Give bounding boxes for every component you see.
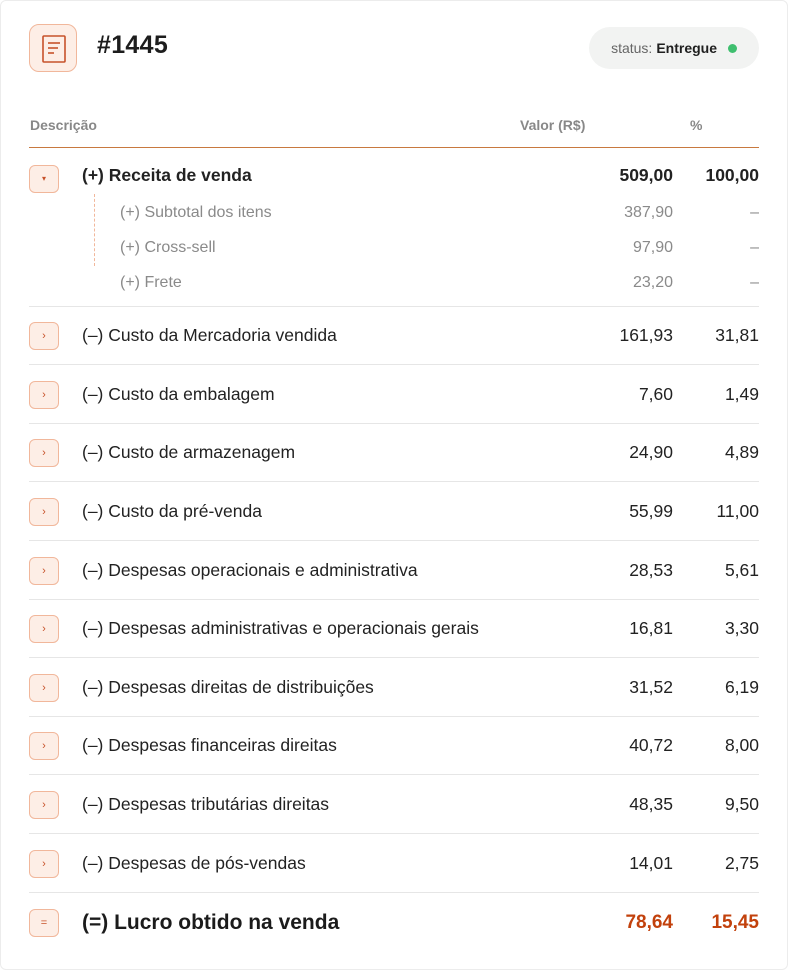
collapse-toggle-icon[interactable]: ▾	[29, 165, 59, 193]
cost-row	[29, 366, 759, 424]
row-percent: 8,00	[724, 735, 759, 755]
revenue-subitem	[29, 196, 759, 231]
row-value: 161,93	[619, 325, 673, 345]
row-label: (–) Despesas financeiras direitas	[82, 735, 337, 755]
expense-row	[29, 659, 759, 717]
expand-toggle-icon[interactable]: ›	[29, 791, 59, 819]
row-percent: 1,49	[724, 384, 759, 404]
row-label: (–) Despesas tributárias direitas	[82, 794, 330, 814]
subitem-percent: –	[750, 239, 759, 256]
expand-toggle-icon[interactable]: ›	[29, 322, 59, 350]
column-header-percent: %	[690, 117, 703, 133]
subitem-percent: –	[750, 274, 759, 291]
row-value: 40,72	[629, 735, 673, 755]
row-label: (–) Despesas administrativas e operacionais gerais	[82, 618, 479, 638]
row-label: (–) Custo da pré-venda	[82, 501, 262, 521]
profit-label: (=) Lucro obtido na venda	[82, 911, 340, 934]
expense-row	[29, 717, 759, 775]
row-percent: 3,30	[724, 618, 759, 638]
row-percent: 11,00	[716, 501, 759, 521]
row-percent: 5,61	[724, 560, 759, 580]
row-label: (–) Custo de armazenagem	[82, 442, 296, 462]
row-percent: 6,19	[724, 677, 759, 697]
row-label: (–) Custo da embalagem	[82, 384, 275, 404]
revenue-value: 509,00	[619, 165, 673, 185]
expense-row	[29, 835, 759, 893]
expand-toggle-icon[interactable]: ›	[29, 732, 59, 760]
status-dot-icon	[728, 44, 737, 53]
row-percent: 31,81	[715, 325, 759, 345]
row-value: 16,81	[629, 618, 673, 638]
revenue-label: (+) Receita de venda	[82, 165, 252, 185]
expense-row	[29, 600, 759, 658]
expand-toggle-icon[interactable]: ›	[29, 615, 59, 643]
status-badge	[589, 27, 759, 69]
order-number: #1445	[97, 31, 169, 59]
subitem-label: (+) Cross-sell	[120, 239, 216, 256]
expand-toggle-icon[interactable]: ›	[29, 850, 59, 878]
row-percent: 9,50	[724, 794, 759, 814]
subitem-label: (+) Subtotal dos itens	[120, 204, 272, 221]
row-value: 55,99	[629, 501, 673, 521]
profit-percent: 15,45	[711, 912, 759, 933]
revenue-subitem	[29, 231, 759, 266]
expense-row	[29, 542, 759, 600]
row-label: (–) Despesas direitas de distribuições	[82, 677, 374, 697]
expand-toggle-icon[interactable]: ›	[29, 381, 59, 409]
row-value: 28,53	[629, 560, 673, 580]
expand-toggle-icon[interactable]: ›	[29, 439, 59, 467]
expand-toggle-icon[interactable]: ›	[29, 498, 59, 526]
status-value: Entregue	[656, 40, 717, 56]
row-label: (–) Despesas operacionais e administrativa	[82, 560, 418, 580]
header-divider	[29, 147, 759, 148]
order-header	[29, 23, 759, 73]
revenue-subitem	[29, 266, 759, 301]
row-value: 48,35	[629, 794, 673, 814]
subitem-value: 387,90	[624, 204, 673, 221]
expand-toggle-icon[interactable]: ›	[29, 557, 59, 585]
revenue-percent: 100,00	[705, 165, 759, 185]
expand-toggle-icon[interactable]: ›	[29, 674, 59, 702]
row-value: 31,52	[629, 677, 673, 697]
cost-row	[29, 483, 759, 541]
subitem-label: (+) Frete	[120, 274, 182, 291]
subitem-value: 97,90	[632, 239, 673, 256]
column-header-value: Valor (R$)	[520, 117, 586, 133]
document-icon	[29, 24, 77, 72]
cost-row	[29, 307, 759, 365]
row-value: 24,90	[629, 442, 673, 462]
row-percent: 4,89	[724, 442, 759, 462]
row-percent: 2,75	[724, 853, 759, 873]
profit-value: 78,64	[625, 912, 673, 933]
profit-row	[29, 893, 759, 955]
expense-row	[29, 776, 759, 834]
cost-row	[29, 424, 759, 482]
row-value: 7,60	[638, 384, 673, 404]
equals-icon: =	[29, 909, 59, 937]
row-label: (–) Custo da Mercadoria vendida	[82, 325, 337, 345]
row-label: (–) Despesas de pós-vendas	[82, 853, 306, 873]
row-value: 14,01	[629, 853, 673, 873]
subitem-percent: –	[750, 204, 759, 221]
column-header-description: Descrição	[30, 117, 97, 133]
status-label: status:	[611, 40, 653, 56]
subitem-value: 23,20	[632, 274, 673, 291]
